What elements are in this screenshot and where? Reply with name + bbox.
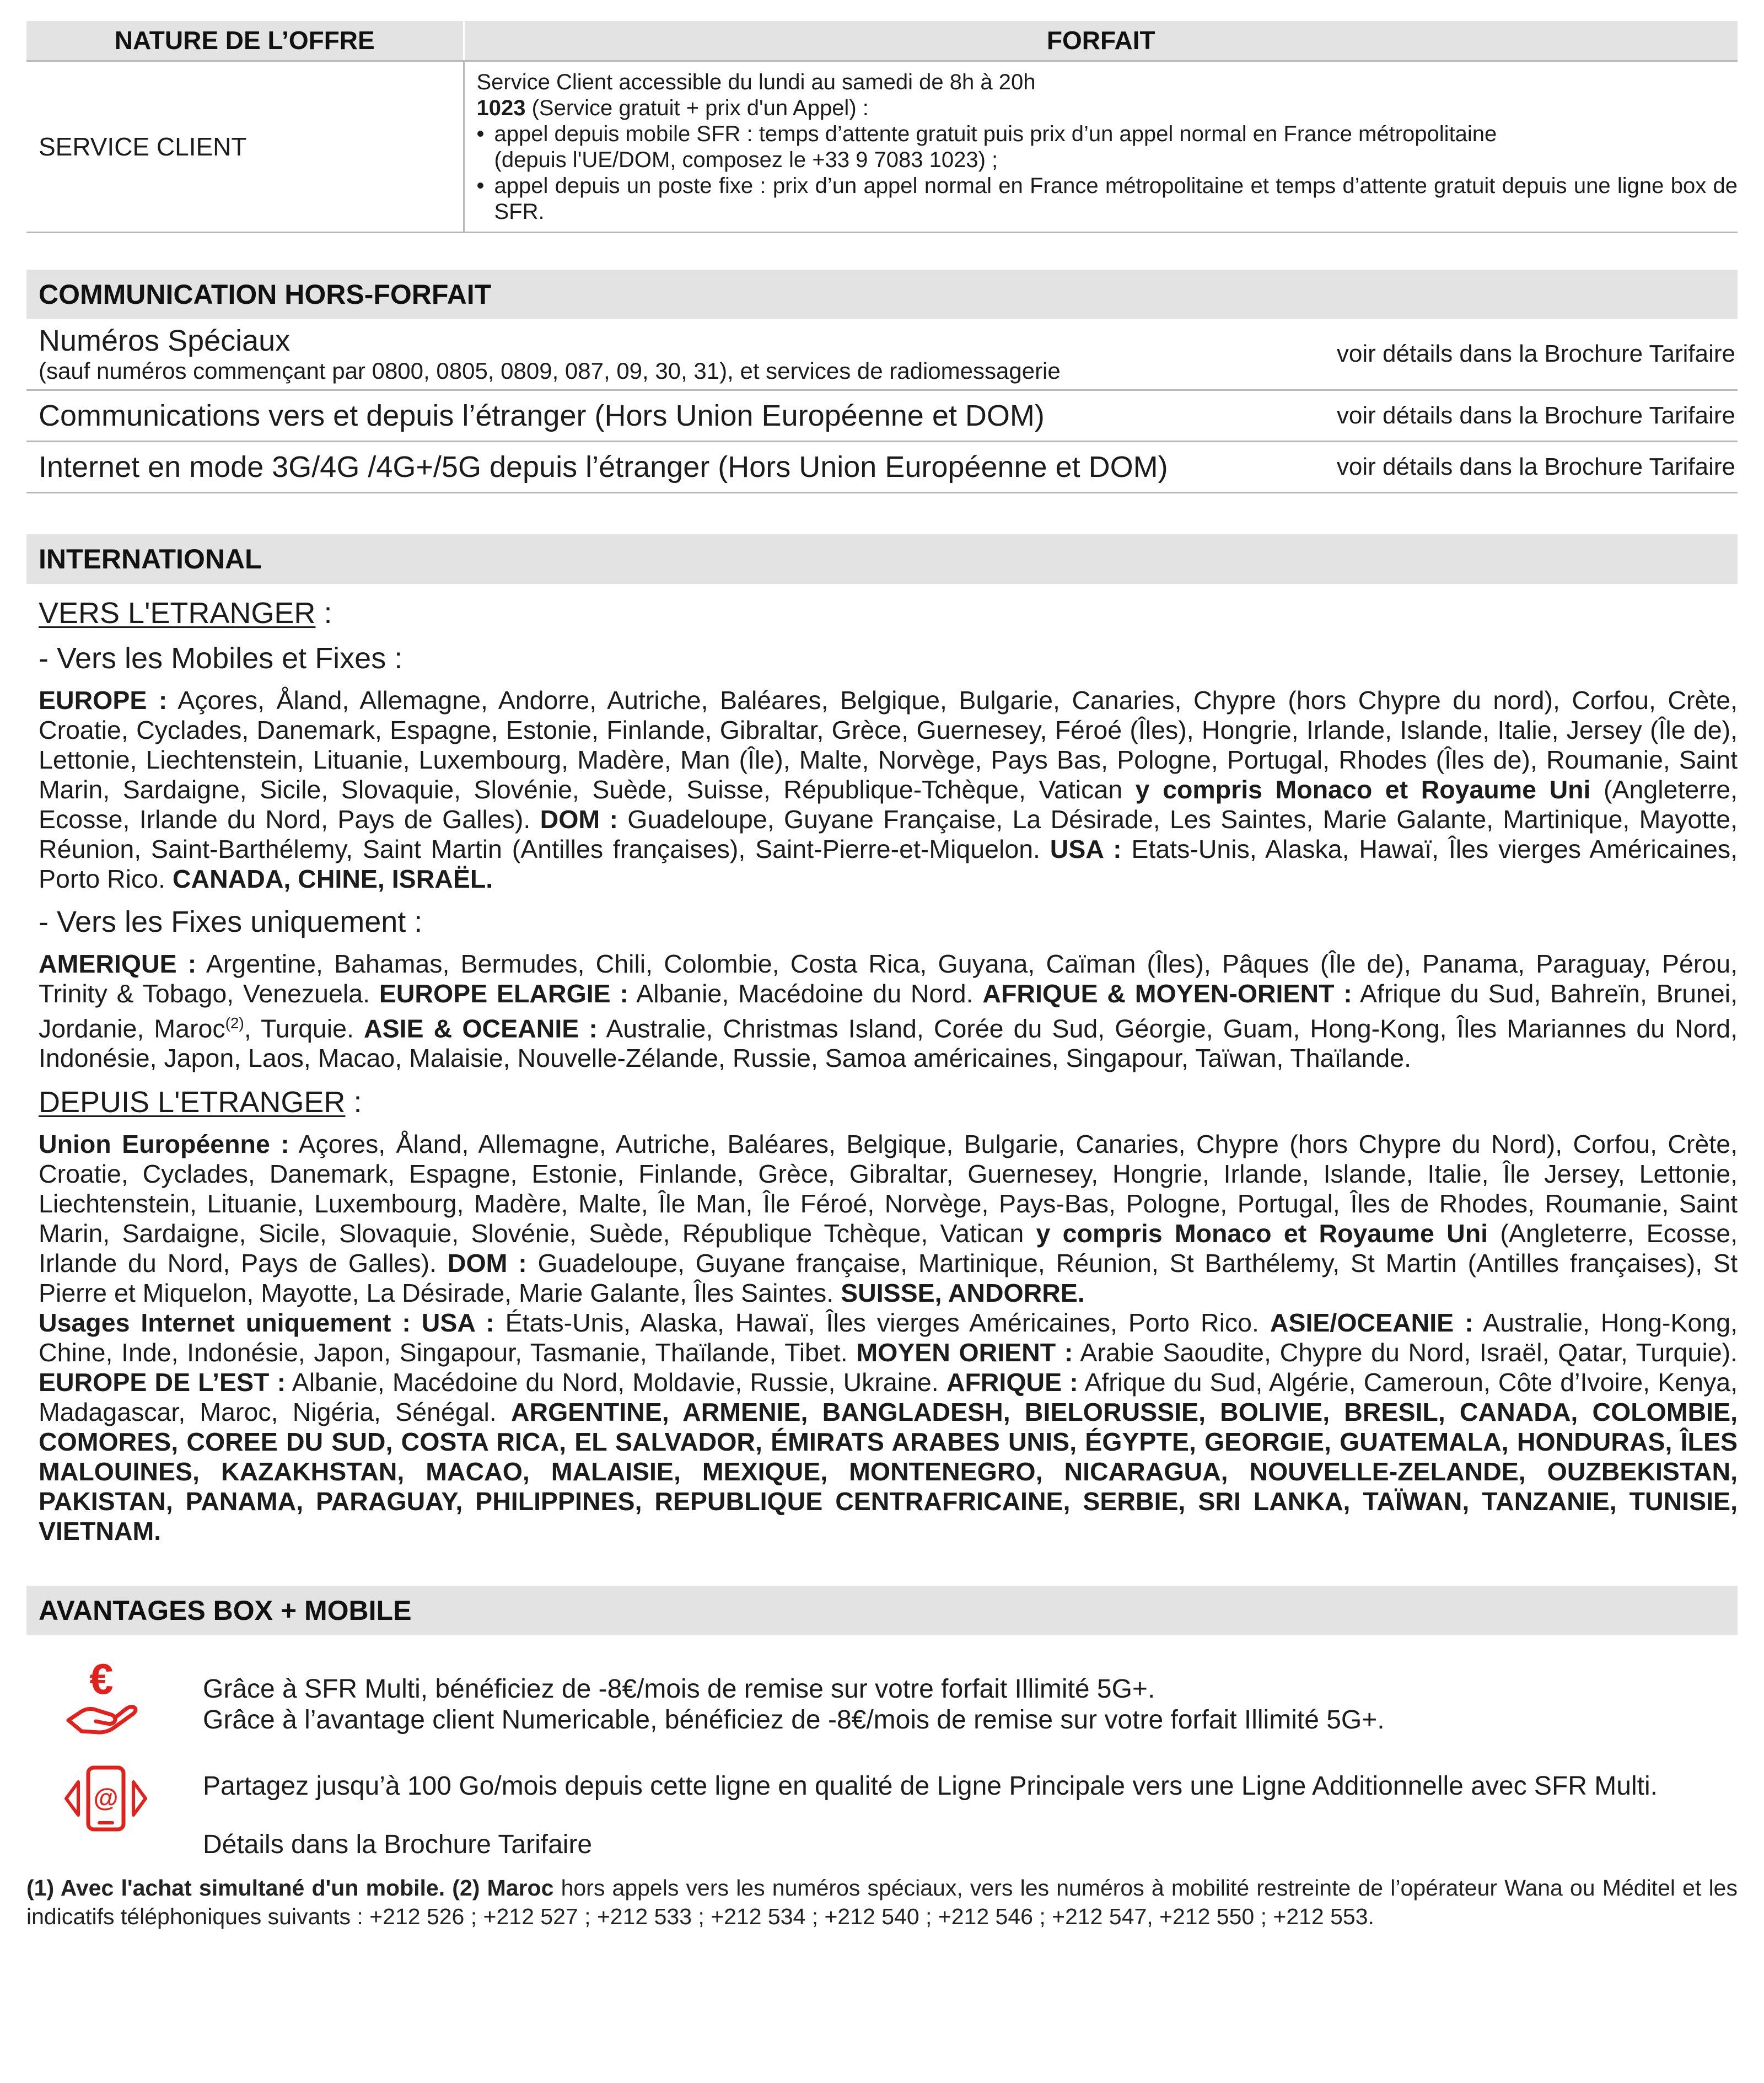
bold-region-label: EUROPE : [39,685,168,715]
bold-region-label: DOM : [540,804,618,834]
country-list: Etats-Unis, Alaska, Hawaï, Îles vierges Américaines, Porto Rico. [39,834,1738,893]
bullet-fixe: • appel depuis un poste fixe : prix d’un appel normal en France métropolitaine et temps d’attente gratuit depuis une ligne box de SFR. [477,173,1738,225]
service-client-detail [464,61,1738,232]
bold-region-label: EUROPE ELARGIE : [379,979,628,1008]
country-list: Guadeloupe, Guyane française, Martinique, Réunion, St Barthélemy, St Martin (Antilles françaises), St Pierre et Miquelon, Mayotte, La Désirade, Marie Galante, Îles Saintes. [39,1249,1738,1307]
service-number-line: 1023 (Service gratuit + prix d'un Appel) : [476,95,869,120]
bold-region-label: AMERIQUE : [39,949,197,978]
hf-row-numeros-speciaux: Numéros Spéciaux (sauf numéros commençant par 0800, 0805, 0809, 087, 09, 30, 31), et services de radiomessagerie voir détails dans la Brochure Tarifaire [26,319,1738,391]
fixes-only-countries [39,949,1738,1073]
country-list: Afrique du Sud, Algérie, Cameroun, Côte d’Ivoire, Kenya, Madagascar, Maroc, Nigéria, Sénégal. [39,1368,1738,1426]
country-list: (Angleterre, Ecosse, Irlande du Nord, Pays de Galles). [39,1219,1738,1277]
avantage-partage [26,1771,1738,1812]
country-list: Albanie, Macédoine du Nord, Moldavie, Russie, Ukraine. [286,1368,946,1397]
country-list: (Angleterre, Ecosse, Irlande du Nord, Pays de Galles). [39,775,1738,834]
vers-etranger-heading: VERS L'ETRANGER : [39,596,332,630]
bold-region-label: Union Européenne : [39,1130,289,1158]
bold-region-label: MOYEN ORIENT : [856,1338,1073,1367]
bold-region-label: y compris Monaco et Royaume Uni [1036,1219,1488,1248]
bold-region-label: SUISSE, ANDORRE. [841,1279,1085,1307]
internet-only-countries [39,1308,1738,1546]
header-nature-offre: NATURE DE L’OFFRE [26,21,464,61]
country-list: Afrique du Sud, Bahreïn, Brunei, Jordanie, Maroc [39,979,1738,1043]
bold-region-label: ASIE & OCEANIE : [364,1014,598,1043]
mobiles-fixes-countries [39,685,1738,894]
section-international-title: INTERNATIONAL [26,534,1738,584]
svg-text:@: @ [93,1783,119,1812]
avantage-remise [26,1658,1738,1736]
section-hors-forfait-title: COMMUNICATION HORS-FORFAIT [26,270,1738,319]
avantage-details: Détails dans la Brochure Tarifaire [203,1830,593,1859]
bullet-mobile: • appel depuis mobile SFR : temps d’attente gratuit puis prix d’un appel normal en France métropolitaine (depuis l'UE/DOM, composez le +33 9 7083 1023) ; [477,121,1738,173]
country-list [411,1308,422,1337]
section-avantages-title: AVANTAGES BOX + MOBILE [26,1586,1738,1635]
footnote-ref: (2) [225,1014,244,1032]
country-list: Arabie Saoudite, Chypre du Nord, Israël, Qatar, Turquie). [1073,1338,1738,1367]
service-number: 1023 [476,95,526,120]
partage-text: Partagez jusqu’à 100 Go/mois depuis cette ligne en qualité de Ligne Principale vers une Ligne Additionnelle avec SFR Multi. [203,1771,1658,1801]
country-list: Açores, Åland, Allemagne, Andorre, Autriche, Baléares, Belgique, Bulgarie, Canaries, Chypre (hors Chypre du nord), Corfou, Crète, Croatie, Cyclades, Danemark, Espagne, Estonie, Finlande, Gibraltar, Grèce, Guernesey, Féroé (Îles), Hongrie, Irlande, Islande, Italie, Jersey (Île de), Lettonie, Liechtenstein, Lituanie, Luxembourg, Madère, Man (Île), Malte, Norvège, Pays Bas, Pologne, Portugal, Rhodes (Îles de), Roumanie, Saint Marin, Sardaigne, Sicile, Slovaquie, Slovénie, Suède, Suisse, République-Tchèque, Vatican [39,685,1738,804]
depuis-etranger-heading: DEPUIS L'ETRANGER : [39,1086,362,1119]
bold-region-label: ASIE/OCEANIE : [1270,1308,1473,1337]
bold-region-label: AFRIQUE & MOYEN-ORIENT : [982,979,1352,1008]
bold-region-label: USA : [421,1308,494,1337]
tariff-sheet [26,21,1738,1931]
bold-region-label: DOM : [447,1249,527,1277]
bold-region-label: Usages Internet uniquement : [39,1308,411,1337]
bold-region-label: CANADA, CHINE, ISRAËL. [172,864,493,893]
bold-region-label: USA : [1050,834,1122,863]
country-list: Albanie, Macédoine du Nord. [628,979,983,1008]
depuis-ue-countries [39,1129,1738,1308]
service-client-table [26,21,1738,233]
service-client-label: SERVICE CLIENT [26,61,464,232]
service-hours: Service Client accessible du lundi au samedi de 8h à 20h [476,69,1036,94]
hf-row-internet: Internet en mode 3G/4G /4G+/5G depuis l’étranger (Hors Union Européenne et DOM) voir détails dans la Brochure Tarifaire [26,442,1738,493]
header-forfait: FORFAIT [464,21,1738,61]
country-list: Açores, Åland, Allemagne, Autriche, Baléares, Belgique, Bulgarie, Canaries, Chypre (hors Chypre du Nord), Corfou, Crète, Croatie, Cyclades, Danemark, Espagne, Estonie, Finlande, Grèce, Gibraltar, Guernesey, Hongrie, Irlande, Islande, Italie, Île Jersey, Lettonie, Liechtenstein, Lituanie, Luxembourg, Madère, Malte, Île Man, Île Féroé, Norvège, Pays-Bas, Pologne, Portugal, Îles de Rhodes, Roumanie, Saint Marin, Sardaigne, Sicile, Slovaquie, Slovénie, Suède, République Tchèque, Vatican [39,1130,1738,1248]
bold-region-label: EUROPE DE L’EST : [39,1368,286,1397]
footnote: (1) Avec l'achat simultané d'un mobile. (2) Maroc hors appels vers les numéros spéciaux, vers les numéros à mobilité restreinte de l’opérateur Wana ou Méditel et les indicatifs téléphoniques suivants : +212 526 ; +212 527 ; +212 533 ; +212 534 ; +212 540 ; +212 546 ; +212 547, +212 550 ; +212 553. [26,1875,1738,1929]
international-body [26,596,1738,1547]
mobiles-fixes-heading: - Vers les Mobiles et Fixes : [39,641,403,675]
country-list: États-Unis, Alaska, Hawaï, Îles vierges Américaines, Porto Rico. [494,1308,1270,1337]
svg-text:€: € [89,1658,114,1703]
remise-text: Grâce à SFR Multi, bénéficiez de -8€/mois de remise sur votre forfait Illimité 5G+. Grâce à l’avantage client Numericable, bénéficiez de -8€/mois de remise sur votre forfait Illimité 5G+. [203,1674,1385,1735]
bold-region-label: ARGENTINE, ARMENIE, BANGLADESH, BIELORUSSIE, BOLIVIE, BRESIL, CANADA, COLOMBIE, COMORES, COREE DU SUD, COSTA RICA, EL SALVADOR, ÉMIRATS ARABES UNIS, ÉGYPTE, GEORGIE, GUATEMALA, HONDURAS, ÎLES MALOUINES, KAZAKHSTAN, MACAO, MALAISIE, MEXIQUE, MONTENEGRO, NICARAGUA, NOUVELLE-ZELANDE, OUZBEKISTAN, PAKISTAN, PANAMA, PARAGUAY, PHILIPPINES, REPUBLIQUE CENTRAFRICAINE, SERBIE, SRI LANKA, TAÏWAN, TANZANIE, TUNISIE, VIETNAM. [39,1398,1738,1545]
country-list: Australie, Hong-Kong, Chine, Inde, Indonésie, Japon, Singapour, Tasmanie, Thaïlande, Tibet. [39,1308,1738,1367]
country-list: Guadeloupe, Guyane Française, La Désirade, Les Saintes, Marie Galante, Martinique, Mayotte, Réunion, Saint-Barthélemy, Saint Martin (Antilles françaises), Saint-Pierre-et-Miquelon. [39,804,1738,863]
country-list: Argentine, Bahamas, Bermudes, Chili, Colombie, Costa Rica, Guyana, Caïman (Îles), Pâques (Île de), Panama, Paraguay, Pérou, Trinity & Tobago, Venezuela. [39,949,1738,1008]
euro-hand-icon [65,1658,142,1748]
hf-row-communications: Communications vers et depuis l’étranger (Hors Union Européenne et DOM) voir détails dans la Brochure Tarifaire [26,391,1738,442]
country-list: , Turquie. [244,1014,364,1043]
bold-region-label: y compris Monaco et Royaume Uni [1135,775,1591,804]
country-list: Australie, Christmas Island, Corée du Sud, Géorgie, Guam, Hong-Kong, Îles Mariannes du Nord, Indonésie, Japon, Laos, Macao, Malaisie, Nouvelle-Zélande, Russie, Samoa américaines, Singapour, Taïwan, Thaïlande. [39,1014,1738,1072]
fixes-only-heading: - Vers les Fixes uniquement : [39,905,423,938]
bold-region-label: AFRIQUE : [946,1368,1078,1397]
